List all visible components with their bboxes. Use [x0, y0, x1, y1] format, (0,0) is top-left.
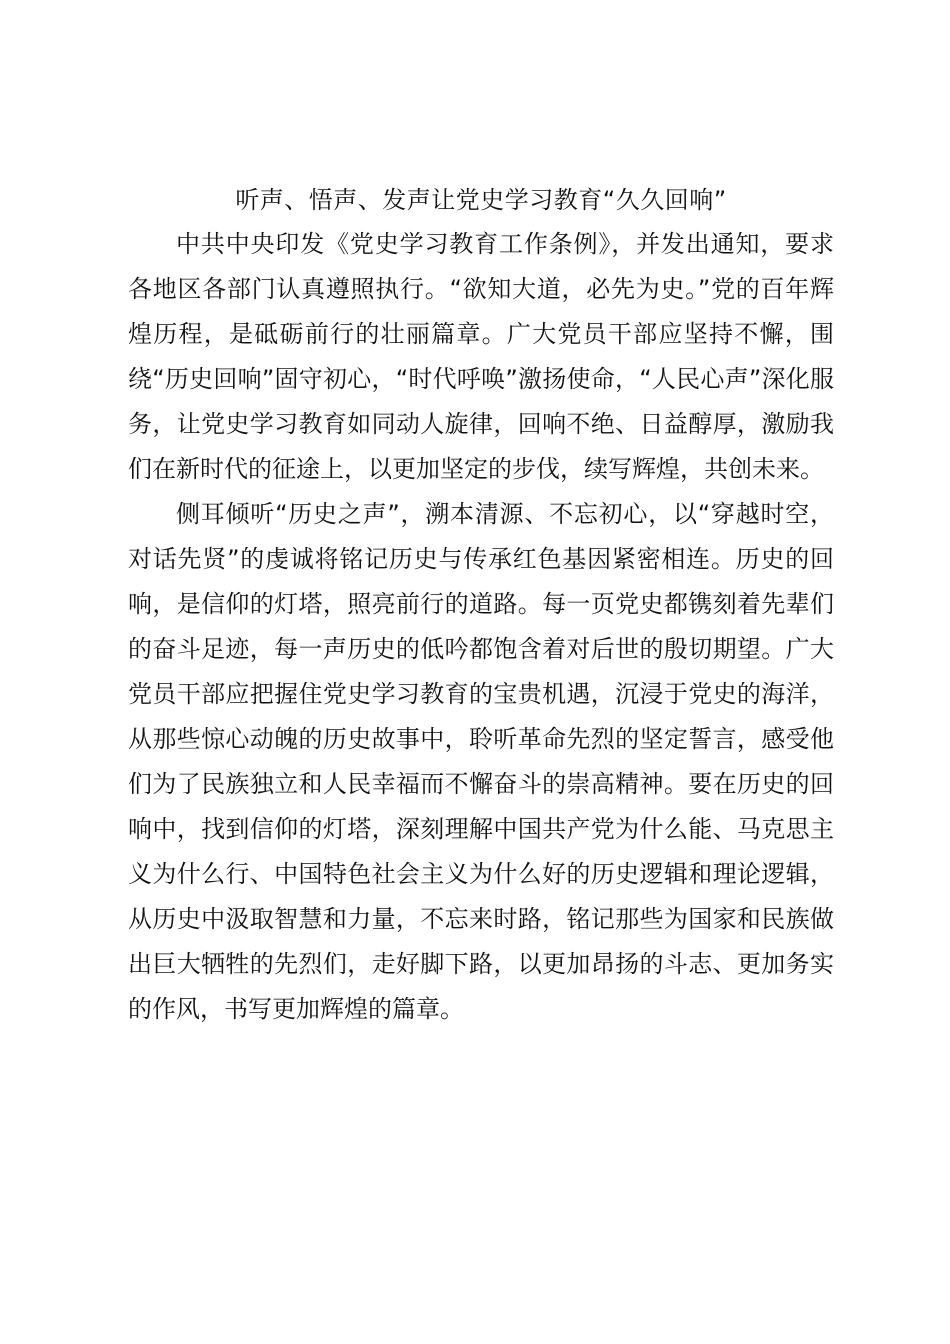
paragraph-1: 中共中央印发《党史学习教育工作条例》，并发出通知，要求各地区各部门认真遵照执行。“欲知大道，必先为史。”党的百年辉煌历程，是砥砺前行的壮丽篇章。广大党员干部应坚持不懈，围绕“历史回响”固守初心，“时代呼唤”激扬使命，“人民心声”深化服务，让党史学习教育如同动人旋律，回响不绝、日益醇厚，激励我们在新时代的征途上，以更加坚定的步伐，续写辉煌，共创未来。 — [128, 230, 834, 483]
document-page — [128, 178, 834, 1032]
document-title: 听声、悟声、发声让党史学习教育“久久回响” — [235, 186, 727, 214]
paragraph-2: 侧耳倾听“历史之声”，溯本清源、不忘初心，以“穿越时空，对话先贤”的虔诚将铭记历史与传承红色基因紧密相连。历史的回响，是信仰的灯塔，照亮前行的道路。每一页党史都镌刻着先辈们的奋斗足迹，每一声历史的低吟都饱含着对后世的殷切期望。广大党员干部应把握住党史学习教育的宝贵机遇，沉浸于党史的海洋，从那些惊心动魄的历史故事中，聆听革命先烈的坚定誓言，感受他们为了民族独立和人民幸福而不懈奋斗的崇高精神。要在历史的回响中，找到信仰的灯塔，深刻理解中国共产党为什么能、马克思主义为什么行、中国特色社会主义为什么好的历史逻辑和理论逻辑，从历史中汲取智慧和力量，不忘来时路，铭记那些为国家和民族做出巨大牺牲的先烈们，走好脚下路，以更加昂扬的斗志、更加务实的作风，书写更加辉煌的篇章。 — [128, 500, 834, 1023]
